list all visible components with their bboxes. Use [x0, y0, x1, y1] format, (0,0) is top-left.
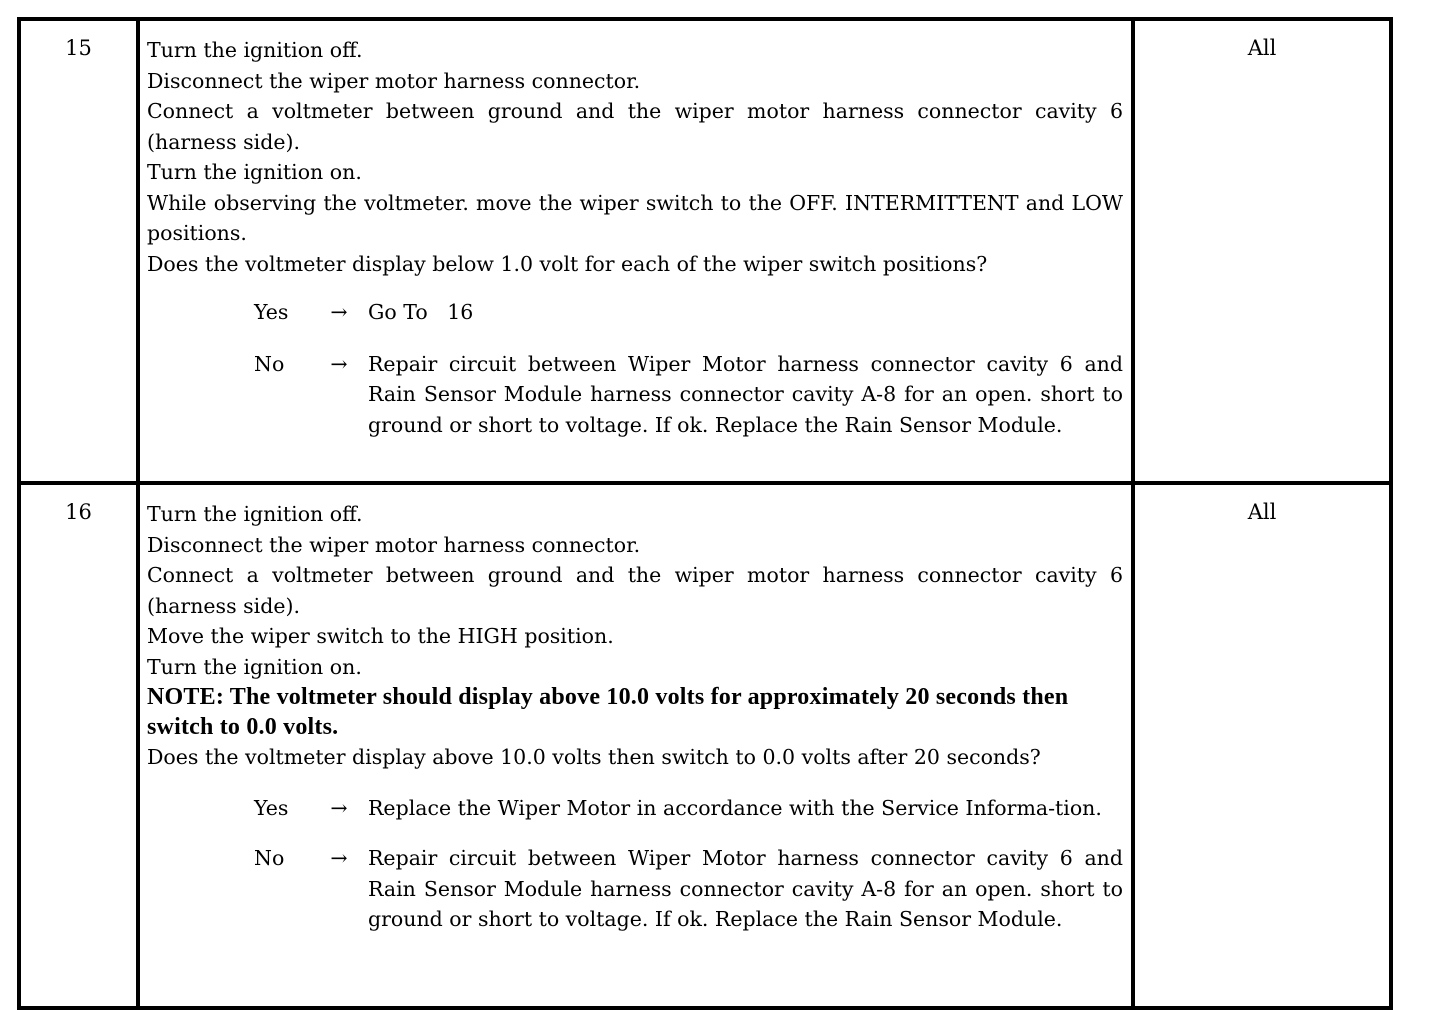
instruction: Turn the ignition on.	[147, 654, 362, 679]
action-cell	[140, 21, 1135, 481]
instruction: Turn the ignition off.	[147, 38, 363, 62]
arrow-right-icon: →	[330, 795, 348, 820]
no-text: Repair circuit between Wiper Motor harness connector cavity 6 and Rain Sensor Module harness connector cavity A-8 for an open. short to ground or short to voltage. If ok. Replace the Rain Sensor Module.	[368, 846, 1123, 931]
instruction: Move the wiper switch to the HIGH position.	[147, 624, 614, 648]
yes-label: Yes	[254, 795, 289, 820]
no-outcome	[254, 843, 1123, 935]
step-number: 15	[21, 21, 140, 481]
step-number: 16	[21, 485, 140, 1006]
applies-to: All	[1247, 36, 1277, 60]
yes-text: Replace the Wiper Motor in accordance with the Service Informa-tion.	[368, 795, 1102, 820]
yes-label: Yes	[254, 300, 289, 324]
applies-to: All	[1247, 500, 1277, 524]
no-text: Repair circuit between Wiper Motor harness connector cavity 6 and Rain Sensor Module harness connector cavity A-8 for an open. short to ground or short to voltage. If ok. Replace the Rain Sensor Module.	[368, 351, 1123, 437]
yes-text: Go To 16	[368, 300, 474, 324]
no-label: No	[254, 846, 285, 870]
instruction: Turn the ignition on.	[147, 160, 362, 184]
no-outcome	[254, 349, 1123, 441]
yes-outcome	[254, 793, 1123, 824]
arrow-right-icon: →	[330, 351, 348, 376]
question: Does the voltmeter display below 1.0 volt for each of the wiper switch positions?	[147, 251, 988, 276]
table-row	[21, 21, 1389, 481]
yes-outcome	[254, 297, 1123, 328]
no-label: No	[254, 351, 285, 376]
note-text: NOTE: The voltmeter should display above 10.0 volts for approximately 20 seconds then switch to 0.0 volts.	[147, 684, 1069, 740]
action-cell	[140, 485, 1135, 1006]
instruction: Disconnect the wiper motor harness connector.	[147, 532, 641, 557]
instruction: Turn the ignition off.	[147, 502, 363, 526]
instruction: Connect a voltmeter between ground and the wiper motor harness connector cavity 6 (harness side).	[147, 563, 1123, 618]
arrow-right-icon: →	[330, 300, 348, 324]
instruction: While observing the voltmeter. move the wiper switch to the OFF. INTERMITTENT and LOW positions.	[147, 190, 1123, 245]
arrow-right-icon: →	[330, 846, 348, 870]
table-row	[21, 481, 1389, 1006]
question: Does the voltmeter display above 10.0 volts then switch to 0.0 volts after 20 seconds?	[147, 745, 1041, 769]
instruction: Connect a voltmeter between ground and the wiper motor harness connector cavity 6 (harness side).	[147, 99, 1123, 154]
diagnostic-table	[17, 17, 1393, 1010]
instruction: Disconnect the wiper motor harness connector.	[147, 68, 641, 93]
